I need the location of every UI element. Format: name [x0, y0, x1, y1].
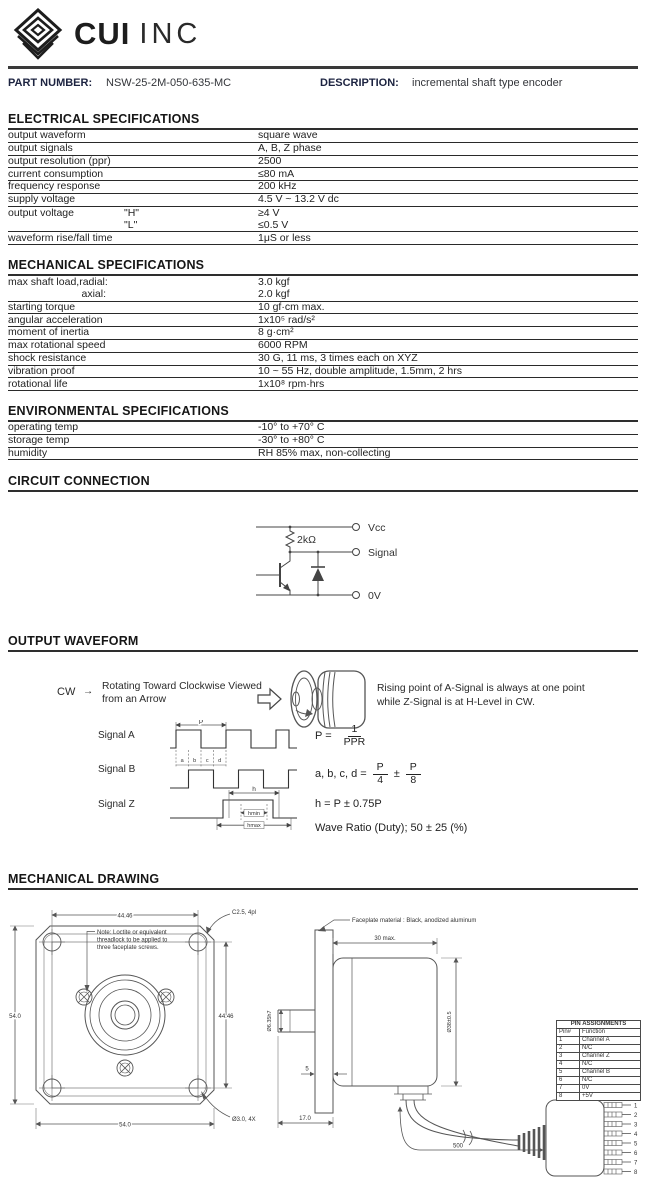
dim-500-label: 500 [452, 1143, 464, 1150]
cw-note-line1: Rotating Toward Clockwise Viewed [102, 681, 262, 692]
loctite-note-line1: Note: Loctite or equivalent [97, 930, 167, 936]
cw-arrow-icon: → [83, 686, 94, 697]
spec-label: moment of inertia [8, 326, 90, 339]
cw-label: CW [57, 686, 76, 698]
spec-value: ≥4 V [258, 207, 280, 220]
cw-note-line2: from an Arrow [102, 694, 167, 705]
electrical-section-title: ELECTRICAL SPECIFICATIONS [8, 112, 638, 130]
spec-label: current consumption [8, 167, 104, 180]
spec-value: 6000 RPM [258, 339, 308, 352]
pin-table-title: PIN ASSIGNMENTS [557, 1021, 641, 1029]
loctite-note-line3: three faceplate screws. [97, 945, 159, 951]
fraction: $\frac{P}{8}$ [406, 762, 421, 786]
spec-row [8, 448, 638, 461]
formula-abcd: a, b, c, d = $\frac{P}{4}$ ± $\frac{P}{8}$ [315, 762, 421, 786]
dim-right-label: 44.46 [218, 1014, 234, 1020]
spec-value: 200 kHz [258, 180, 297, 193]
environmental-section-title: ENVIRONMENTAL SPECIFICATIONS [8, 404, 638, 422]
spec-label: operating temp [8, 421, 79, 434]
spec-sublabel: axial: [81, 288, 106, 301]
spec-row [8, 289, 638, 302]
spec-row [8, 207, 638, 220]
spec-label: frequency response [8, 180, 101, 193]
zero-volt-label: 0V [368, 590, 381, 602]
circuit-diagram [240, 505, 440, 620]
spec-label: supply voltage [8, 193, 76, 206]
dim-h: h [252, 786, 256, 793]
spec-label: humidity [8, 446, 48, 459]
spec-row [8, 327, 638, 340]
spec-row [8, 194, 638, 207]
side-view [267, 918, 476, 1128]
formula-period: P = $\frac{1}{\text{PPR}}$ [315, 724, 369, 748]
body-dia-label: Ø38±0.5 [447, 1011, 453, 1033]
part-number-label: PART NUMBER: [8, 77, 93, 89]
mechanical-drawing-section [8, 872, 638, 890]
spec-label: output waveform [8, 129, 86, 142]
waveform-section-title: OUTPUT WAVEFORM [8, 634, 638, 652]
dim-a: a [180, 758, 184, 764]
spec-label: max shaft load, [8, 276, 80, 289]
pin-row: 5 Channel B [557, 1069, 641, 1077]
vcc-label: Vcc [368, 522, 386, 534]
signal-z-label: Signal Z [98, 799, 135, 810]
waveform-formulas [315, 722, 635, 842]
connector-pin-number: 1 [634, 1103, 638, 1110]
fraction: $\frac{P}{4}$ [373, 762, 388, 786]
signal-a-label: Signal A [98, 730, 135, 741]
spec-value: -10° to +70° C [258, 421, 325, 434]
shaft-dia-label: Ø6.35h7 [267, 1010, 273, 1032]
spec-sublabel: "L" [124, 218, 138, 231]
spec-row [8, 168, 638, 181]
pin-row: 2 N/C [557, 1045, 641, 1053]
dim-p: P [198, 720, 204, 726]
mechanical-drawing-title: MECHANICAL DRAWING [8, 872, 638, 890]
rising-note-line2: while Z-Signal is at H-Level in CW. [377, 696, 535, 708]
circuit-connection-section [8, 474, 638, 492]
dim-hmin: hmin [248, 810, 260, 817]
hole-dia-label: Ø3.0, 4X [232, 1117, 256, 1123]
spec-value: 10 gf·cm max. [258, 300, 325, 313]
mechanical-drawing [0, 898, 646, 1200]
fraction: $\frac{1}{\text{PPR}}$ [343, 723, 366, 748]
environmental-specifications-section [8, 404, 638, 460]
part-number-value: NSW-25-2M-050-635-MC [106, 77, 232, 89]
waveform-diagram [165, 720, 305, 838]
spec-row [8, 156, 638, 169]
electrical-specifications-section [8, 112, 638, 245]
dim-17-label: 17.0 [299, 1116, 311, 1122]
spec-label: output voltage [8, 207, 74, 220]
signal-label: Signal [368, 547, 398, 559]
pin-assignments-table [556, 1020, 641, 1101]
spec-value: square wave [258, 129, 318, 142]
spec-value: 8 g·cm² [258, 326, 294, 339]
spec-value: RH 85% max, non-collecting [258, 446, 391, 459]
spec-label: shock resistance [8, 352, 87, 365]
spec-row [8, 435, 638, 448]
brand-inc: INC [139, 17, 202, 50]
chamfer-label: C2.5, 4pl [232, 910, 257, 916]
spec-row [8, 314, 638, 327]
spec-row [8, 366, 638, 379]
description-value: incremental shaft type encoder [412, 77, 563, 89]
spec-row [8, 232, 638, 245]
pin-row: 6 N/C [557, 1077, 641, 1085]
spec-value: -30° to +80° C [258, 434, 325, 447]
rising-note [377, 682, 585, 709]
spec-label: storage temp [8, 434, 70, 447]
spec-value: ≤0.5 V [258, 218, 289, 231]
spec-label: rotational life [8, 377, 68, 390]
pin-row: 1 Channel A [557, 1037, 641, 1045]
pin-row: 3 Channel Z [557, 1053, 641, 1061]
spec-row [8, 353, 638, 366]
dim-30-label: 30 max. [374, 936, 396, 942]
spec-value: 3.0 kgf [258, 276, 290, 289]
formula-h: h = P ± 0.75P [315, 798, 382, 810]
connector-pin-number: 4 [634, 1132, 638, 1138]
dim-b: b [193, 758, 197, 764]
connector-pin-number: 6 [634, 1151, 638, 1157]
resistor-value-label: 2kΩ [297, 534, 316, 546]
spec-row [8, 378, 638, 391]
pin-table-col2-header: Function [580, 1029, 641, 1037]
pin-row: 4 N/C [557, 1061, 641, 1069]
part-number-row [8, 77, 638, 93]
spec-label: output resolution (ppr) [8, 154, 111, 167]
zener-diode-icon [312, 568, 324, 581]
spec-value: 2.0 kgf [258, 288, 290, 301]
pin-row: 8 +5V [557, 1093, 641, 1101]
rising-note-line1: Rising point of A-Signal is always at one point [377, 683, 585, 694]
spec-row [8, 276, 638, 289]
spec-row [8, 422, 638, 435]
spec-value: 1x10⁸ rpm·hrs [258, 377, 325, 390]
circuit-section-title: CIRCUIT CONNECTION [8, 474, 638, 492]
spec-sublabel: radial: [79, 276, 108, 289]
spec-label: max rotational speed [8, 339, 106, 352]
formula-duty: Wave Ratio (Duty); 50 ± 25 (%) [315, 822, 468, 834]
dim-top-label: 44.46 [117, 913, 133, 920]
cui-diamond-logo-icon [12, 8, 64, 60]
faceplate-material-note: Faceplate material : Black, anodized aluminum [352, 918, 477, 924]
spec-label: output signals [8, 142, 73, 155]
spec-label: angular acceleration [8, 313, 103, 326]
spec-label: waveform rise/fall time [8, 231, 113, 244]
spec-value: 2500 [258, 154, 282, 167]
dim-hmax: hmax [247, 823, 261, 830]
spec-value: A, B, Z phase [258, 142, 322, 155]
header-rule [8, 66, 638, 69]
pin-row: 7 0V [557, 1085, 641, 1093]
spec-row [8, 340, 638, 353]
mechanical-specifications-section [8, 258, 638, 391]
dim-5-label: 5 [305, 1066, 309, 1073]
connector-pin-number: 8 [634, 1170, 638, 1176]
mechanical-section-title: MECHANICAL SPECIFICATIONS [8, 258, 638, 276]
dim-d: d [218, 758, 222, 764]
loctite-note-line2: threadlock to be applied to [97, 937, 168, 944]
spec-value: 1μS or less [258, 231, 311, 244]
connector-pin-number: 7 [634, 1160, 638, 1167]
dim-bottom-label: 54.0 [119, 1122, 131, 1129]
spec-value: 4.5 V ~ 13.2 V dc [258, 193, 339, 206]
front-view [9, 910, 256, 1129]
connector-pin-number: 3 [634, 1122, 638, 1129]
cable-and-connector [400, 1100, 638, 1176]
spec-row [8, 220, 638, 233]
spec-label: starting torque [8, 300, 76, 313]
spec-row [8, 130, 638, 143]
dim-c: c [205, 758, 209, 764]
pin-table-col1-header: Pin# [557, 1029, 580, 1037]
block-arrow-icon [256, 686, 283, 713]
spec-value: ≤80 mA [258, 167, 295, 180]
brand-cui: CUI [74, 16, 131, 51]
faceplate-screws [76, 989, 174, 1076]
output-waveform-section [8, 634, 638, 652]
connector-pin-number: 2 [634, 1113, 638, 1119]
spec-label: vibration proof [8, 364, 75, 377]
description-label: DESCRIPTION: [320, 77, 399, 89]
spec-row [8, 302, 638, 315]
spec-sublabel: "H" [124, 207, 140, 220]
spec-value: 30 G, 11 ms, 3 times each on XYZ [258, 352, 418, 365]
dim-left-label: 54.0 [9, 1014, 21, 1020]
spec-value: 10 ~ 55 Hz, double amplitude, 1.5mm, 2 hrs [258, 364, 462, 377]
header-logo [12, 8, 201, 60]
spec-row [8, 143, 638, 156]
spec-row [8, 181, 638, 194]
spec-value: 1x10⁵ rad/s² [258, 313, 315, 326]
cw-note [102, 680, 262, 706]
signal-b-label: Signal B [98, 764, 136, 775]
connector-pin-number: 5 [634, 1141, 638, 1148]
